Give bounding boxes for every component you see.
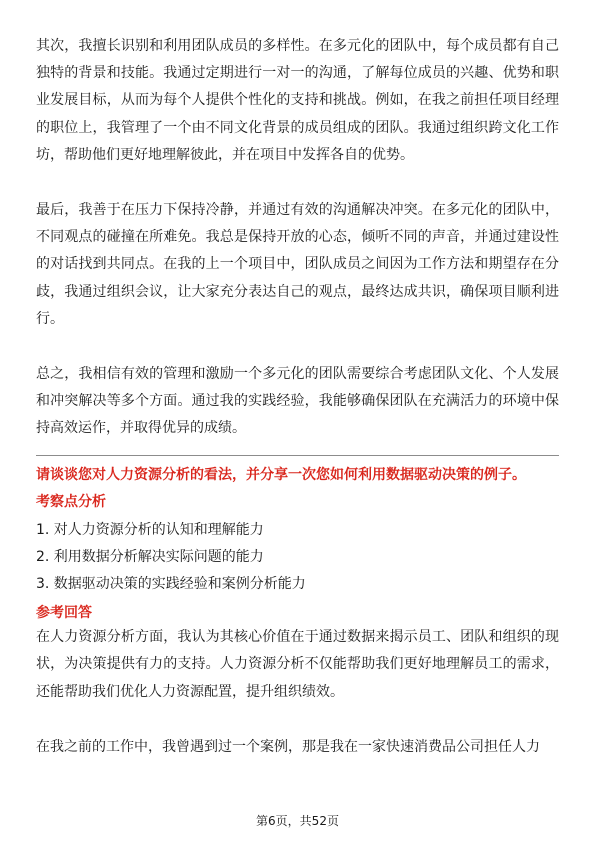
- answer-paragraph: 在人力资源分析方面，我认为其核心价值在于通过数据来揭示员工、团队和组织的现状，为决策提供有力的支持。人力资源分析不仅能帮助我们更好地理解员工的需求，还能帮助我们优化人力资源配置，提升组织绩效。: [36, 629, 559, 700]
- answer-paragraph: 在我之前的工作中，我曾遇到过一个案例，那是我在一家快速消费品公司担任人力: [36, 738, 540, 755]
- analysis-list: [36, 517, 559, 599]
- section-divider: [36, 455, 559, 456]
- page-content: [36, 33, 559, 761]
- analysis-item: 1. 对人力资源分析的认知和理解能力: [36, 521, 264, 538]
- analysis-item: 3. 数据驱动决策的实践经验和案例分析能力: [36, 576, 306, 593]
- paragraph-spacer: [36, 169, 559, 197]
- body-paragraph: 总之，我相信有效的管理和激励一个多元化的团队需要综合考虑团队文化、个人发展和冲突解决等多个方面。通过我的实践经验，我能够确保团队在充满活力的环境中保持高效运作，并取得优异的成绩。: [36, 366, 559, 437]
- paragraph-spacer: [36, 706, 559, 734]
- body-paragraph: 其次，我擅长识别和利用团队成员的多样性。在多元化的团队中，每个成员都有自己独特的背景和技能。我通过定期进行一对一的沟通，了解每位成员的兴趣、优势和职业发展目标，从而为每个人提供个性化的支持和挑战。例如，在我之前担任项目经理的职位上，我管理了一个由不同文化背景的成员组成的团队。我通过组织跨文化工作坊，帮助他们更好地理解彼此，并在项目中发挥各自的优势。: [36, 38, 559, 163]
- analysis-title: 考察点分析: [36, 493, 106, 510]
- page-number-footer: 第6页，共52页: [256, 814, 339, 828]
- paragraph-spacer: [36, 333, 559, 361]
- body-paragraph: 最后，我善于在压力下保持冷静，并通过有效的沟通解决冲突。在多元化的团队中，不同观点的碰撞在所难免。我总是保持开放的心态，倾听不同的声音，并通过建设性的对话找到共同点。在我的上一个项目中，团队成员之间因为工作方法和期望存在分歧，我通过组织会议，让大家充分表达自己的观点，最终达成共识，确保项目顺利进行。: [36, 202, 559, 327]
- answer-title: 参考回答: [36, 605, 92, 622]
- interview-question: 请谈谈您对人力资源分析的看法，并分享一次您如何利用数据驱动决策的例子。: [36, 466, 526, 483]
- analysis-item: 2. 利用数据分析解决实际问题的能力: [36, 548, 264, 565]
